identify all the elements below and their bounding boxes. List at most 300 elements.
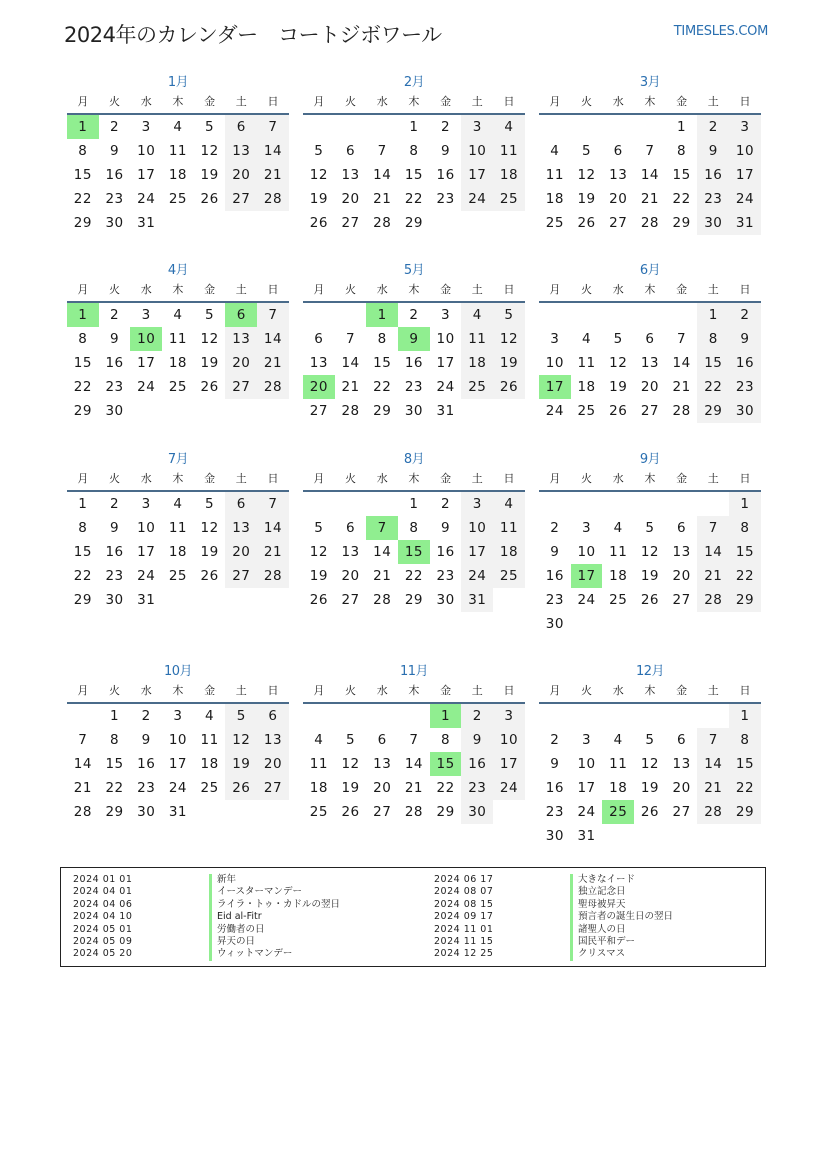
holiday-day-cell: 20 — [303, 375, 335, 399]
weekday-label: 日 — [267, 472, 279, 485]
weekday-label: 水 — [612, 95, 624, 108]
day-cell: 22 — [404, 191, 423, 207]
legend-holiday-name: 預言者の誕生日の翌日 — [570, 911, 673, 923]
day-cell: 22 — [404, 568, 423, 584]
weekday-label: 金 — [676, 684, 688, 697]
weekday-label: 火 — [581, 283, 593, 296]
weekday-label: 月 — [549, 95, 561, 108]
day-cell: 4 — [581, 331, 592, 347]
day-cell: 27 — [309, 403, 328, 419]
month-name: 1月 — [167, 75, 189, 90]
empty-cell — [366, 492, 398, 516]
day-cell: 23 — [545, 804, 564, 820]
day-cell: 1 — [409, 496, 419, 512]
day-cell: 14 — [257, 139, 289, 163]
empty-cell — [602, 115, 634, 139]
day-cell: 24 — [436, 379, 455, 395]
day-cell: 3 — [441, 307, 451, 323]
month-name: 8月 — [403, 452, 425, 467]
empty-cell — [303, 303, 335, 327]
day-cell: 3 — [581, 520, 592, 536]
empty-cell — [571, 492, 603, 516]
day-cell: 26 — [577, 215, 596, 231]
day-cell: 17 — [461, 540, 493, 564]
day-cell: 2 — [141, 708, 151, 724]
day-cell: 15 — [404, 167, 423, 183]
day-cell: 5 — [314, 143, 324, 159]
day-cell: 20 — [225, 540, 257, 564]
day-cell: 17 — [137, 355, 156, 371]
month-block — [303, 73, 525, 235]
day-cell: 9 — [441, 520, 451, 536]
day-cell: 26 — [640, 804, 659, 820]
weekday-header — [67, 281, 289, 303]
empty-cell — [634, 492, 666, 516]
day-cell: 12 — [200, 331, 219, 347]
day-cell: 5 — [205, 119, 215, 135]
holiday-day-cell: 1 — [67, 303, 99, 327]
empty-cell — [697, 492, 729, 516]
day-cell: 24 — [137, 379, 156, 395]
month-block — [303, 261, 525, 423]
weekday-label: 火 — [581, 684, 593, 697]
day-cell: 18 — [493, 540, 525, 564]
day-cell: 25 — [200, 780, 219, 796]
empty-cell — [571, 704, 603, 728]
day-cell: 11 — [309, 756, 328, 772]
day-cell: 22 — [73, 191, 92, 207]
day-cell: 16 — [436, 544, 455, 560]
legend-date: 2024 08 15 — [434, 898, 494, 910]
day-cell: 14 — [373, 544, 392, 560]
weekday-label: 水 — [140, 684, 152, 697]
day-cell: 15 — [729, 540, 761, 564]
day-cell: 27 — [341, 592, 360, 608]
weekday-label: 水 — [376, 684, 388, 697]
legend-holiday-name: ウィットマンデー — [209, 948, 292, 960]
weekday-label: 日 — [503, 684, 515, 697]
day-cell: 16 — [545, 780, 564, 796]
day-cell: 6 — [677, 732, 687, 748]
day-cell: 28 — [672, 403, 691, 419]
day-cell: 3 — [493, 704, 525, 728]
weekday-label: 月 — [313, 472, 325, 485]
day-grid — [303, 704, 525, 824]
day-cell: 10 — [168, 732, 187, 748]
day-cell: 2 — [441, 119, 451, 135]
day-cell: 28 — [697, 588, 729, 612]
day-cell: 20 — [225, 351, 257, 375]
day-cell: 4 — [550, 143, 560, 159]
empty-cell — [634, 303, 666, 327]
weekday-label: 日 — [267, 684, 279, 697]
weekday-label: 日 — [267, 283, 279, 296]
day-cell: 14 — [73, 756, 92, 772]
day-cell: 12 — [493, 327, 525, 351]
weekday-label: 火 — [581, 472, 593, 485]
weekday-header — [539, 93, 761, 115]
day-cell: 5 — [345, 732, 356, 748]
month-block — [303, 450, 525, 612]
weekday-label: 木 — [408, 472, 420, 485]
weekday-label: 土 — [471, 95, 483, 108]
day-cell: 11 — [545, 167, 564, 183]
day-cell: 5 — [205, 496, 215, 512]
day-cell: 12 — [200, 520, 219, 536]
empty-cell — [634, 115, 666, 139]
day-cell: 16 — [436, 167, 455, 183]
day-cell: 20 — [672, 780, 691, 796]
day-cell: 20 — [609, 191, 628, 207]
legend-holiday-name: 国民平和デー — [570, 936, 635, 948]
day-cell: 15 — [373, 355, 392, 371]
day-cell: 17 — [436, 355, 455, 371]
day-cell: 8 — [409, 520, 419, 536]
day-cell: 13 — [609, 167, 628, 183]
empty-cell — [602, 492, 634, 516]
day-cell: 17 — [577, 780, 596, 796]
legend-row — [61, 874, 340, 886]
brand-logo[interactable]: TIMESLES.COM — [673, 24, 768, 39]
day-cell: 18 — [200, 756, 219, 772]
day-cell: 19 — [493, 351, 525, 375]
weekday-label: 月 — [77, 95, 89, 108]
empty-cell — [335, 492, 367, 516]
holiday-legend-column-left — [61, 874, 340, 961]
day-cell: 8 — [677, 143, 687, 159]
legend-holiday-name: 大きなイード — [570, 874, 635, 886]
holiday-day-cell: 10 — [130, 327, 162, 351]
day-cell: 11 — [609, 756, 628, 772]
weekday-label: 木 — [644, 684, 656, 697]
day-cell: 13 — [341, 544, 360, 560]
day-cell: 6 — [225, 115, 257, 139]
day-cell: 30 — [545, 616, 564, 632]
day-cell: 7 — [409, 732, 419, 748]
empty-cell — [539, 704, 571, 728]
weekday-label: 水 — [140, 95, 152, 108]
empty-cell — [602, 704, 634, 728]
weekday-label: 土 — [235, 472, 247, 485]
day-cell: 18 — [168, 544, 187, 560]
month-name: 3月 — [639, 75, 661, 90]
weekday-label: 金 — [440, 283, 452, 296]
day-grid — [303, 492, 525, 612]
day-cell: 9 — [729, 327, 761, 351]
weekday-label: 日 — [503, 95, 515, 108]
day-cell: 23 — [105, 191, 124, 207]
empty-cell — [539, 115, 571, 139]
day-cell: 25 — [545, 215, 564, 231]
day-cell: 6 — [613, 143, 623, 159]
empty-cell — [697, 704, 729, 728]
day-cell: 19 — [609, 379, 628, 395]
month-block — [67, 662, 289, 824]
day-cell: 24 — [168, 780, 187, 796]
legend-row — [61, 948, 340, 960]
day-cell: 5 — [493, 303, 525, 327]
weekday-label: 土 — [707, 472, 719, 485]
legend-row — [422, 874, 673, 886]
day-cell: 30 — [545, 828, 564, 844]
weekday-label: 月 — [77, 283, 89, 296]
day-cell: 2 — [109, 119, 120, 135]
legend-holiday-name: 昇天の日 — [209, 936, 255, 948]
day-cell: 29 — [73, 403, 92, 419]
weekday-header — [539, 682, 761, 704]
day-cell: 3 — [581, 732, 592, 748]
empty-cell — [666, 492, 698, 516]
day-cell: 17 — [137, 544, 156, 560]
day-cell: 8 — [697, 327, 729, 351]
day-cell: 30 — [137, 804, 156, 820]
day-cell: 15 — [73, 355, 92, 371]
month-name: 7月 — [167, 452, 189, 467]
day-grid — [539, 492, 761, 636]
legend-date: 2024 04 01 — [73, 886, 133, 898]
weekday-label: 月 — [549, 283, 561, 296]
weekday-label: 木 — [172, 684, 184, 697]
month-block — [303, 662, 525, 824]
day-cell: 31 — [461, 588, 493, 612]
day-cell: 11 — [493, 139, 525, 163]
weekday-header — [303, 470, 525, 492]
day-cell: 13 — [309, 355, 328, 371]
day-cell: 23 — [404, 379, 423, 395]
day-cell: 11 — [168, 520, 187, 536]
month-block — [539, 662, 761, 848]
month-name: 5月 — [403, 263, 425, 278]
weekday-label: 月 — [77, 472, 89, 485]
day-cell: 5 — [205, 307, 215, 323]
holiday-day-cell: 15 — [430, 752, 462, 776]
day-cell: 2 — [550, 732, 560, 748]
weekday-label: 金 — [440, 684, 452, 697]
weekday-label: 火 — [109, 283, 121, 296]
day-cell: 6 — [257, 704, 289, 728]
month-block — [67, 450, 289, 612]
day-cell: 29 — [697, 399, 729, 423]
weekday-label: 火 — [109, 472, 121, 485]
empty-cell — [539, 303, 571, 327]
day-cell: 21 — [257, 163, 289, 187]
day-cell: 12 — [341, 756, 360, 772]
day-cell: 28 — [404, 804, 423, 820]
weekday-label: 水 — [140, 472, 152, 485]
day-grid — [303, 115, 525, 235]
day-cell: 27 — [640, 403, 659, 419]
day-cell: 8 — [409, 143, 419, 159]
legend-holiday-name: 諸聖人の日 — [570, 924, 626, 936]
day-cell: 7 — [645, 143, 655, 159]
day-cell: 16 — [105, 167, 124, 183]
day-cell: 15 — [73, 544, 92, 560]
day-cell: 8 — [729, 728, 761, 752]
day-cell: 11 — [493, 516, 525, 540]
day-cell: 10 — [461, 516, 493, 540]
weekday-label: 木 — [644, 283, 656, 296]
day-cell: 10 — [137, 520, 156, 536]
day-cell: 18 — [461, 351, 493, 375]
empty-cell — [366, 115, 398, 139]
day-cell: 18 — [545, 191, 564, 207]
day-cell: 12 — [200, 143, 219, 159]
day-cell: 13 — [672, 544, 691, 560]
day-cell: 29 — [105, 804, 124, 820]
day-cell: 23 — [436, 568, 455, 584]
day-cell: 7 — [257, 492, 289, 516]
empty-cell — [366, 704, 398, 728]
day-cell: 22 — [672, 191, 691, 207]
day-cell: 16 — [105, 355, 124, 371]
legend-date: 2024 04 10 — [73, 911, 133, 923]
day-grid — [539, 115, 761, 235]
day-cell: 14 — [257, 327, 289, 351]
weekday-label: 金 — [440, 472, 452, 485]
day-cell: 26 — [225, 776, 257, 800]
day-cell: 9 — [141, 732, 151, 748]
day-cell: 7 — [677, 331, 687, 347]
day-cell: 2 — [550, 520, 560, 536]
day-cell: 30 — [729, 399, 761, 423]
weekday-label: 金 — [676, 283, 688, 296]
legend-holiday-name: 聖母被昇天 — [570, 899, 626, 911]
weekday-label: 日 — [739, 684, 751, 697]
day-cell: 25 — [577, 403, 596, 419]
empty-cell — [539, 492, 571, 516]
day-cell: 18 — [168, 167, 187, 183]
empty-cell — [666, 303, 698, 327]
weekday-label: 月 — [313, 95, 325, 108]
legend-holiday-name: 労働者の日 — [209, 924, 265, 936]
day-cell: 1 — [729, 492, 761, 516]
day-cell: 22 — [373, 379, 392, 395]
day-cell: 5 — [314, 520, 324, 536]
day-cell: 10 — [577, 756, 596, 772]
day-cell: 22 — [105, 780, 124, 796]
month-block — [539, 261, 761, 423]
day-cell: 23 — [697, 187, 729, 211]
day-cell: 19 — [577, 191, 596, 207]
month-name: 11月 — [399, 664, 429, 679]
day-cell: 1 — [409, 119, 419, 135]
day-cell: 8 — [109, 732, 120, 748]
day-cell: 14 — [404, 756, 423, 772]
day-cell: 8 — [377, 331, 387, 347]
day-cell: 17 — [168, 756, 187, 772]
day-cell: 1 — [697, 303, 729, 327]
day-cell: 18 — [493, 163, 525, 187]
day-cell: 7 — [78, 732, 88, 748]
legend-date: 2024 05 20 — [73, 948, 133, 960]
day-cell: 23 — [105, 568, 124, 584]
day-cell: 27 — [373, 804, 392, 820]
day-cell: 29 — [404, 215, 423, 231]
month-block — [539, 73, 761, 235]
legend-holiday-name: クリスマス — [570, 948, 625, 960]
day-cell: 1 — [677, 119, 687, 135]
day-cell: 4 — [493, 492, 525, 516]
weekday-label: 木 — [408, 684, 420, 697]
weekday-label: 日 — [739, 472, 751, 485]
day-cell: 9 — [109, 143, 120, 159]
day-cell: 15 — [105, 756, 124, 772]
legend-date: 2024 01 01 — [73, 874, 133, 885]
day-cell: 13 — [672, 756, 691, 772]
day-grid — [303, 303, 525, 423]
day-cell: 22 — [729, 776, 761, 800]
day-cell: 2 — [409, 307, 419, 323]
day-cell: 3 — [461, 492, 493, 516]
weekday-label: 土 — [235, 283, 247, 296]
weekday-label: 火 — [109, 684, 121, 697]
day-cell: 21 — [257, 540, 289, 564]
day-cell: 12 — [309, 167, 328, 183]
weekday-label: 火 — [345, 283, 357, 296]
day-cell: 30 — [697, 211, 729, 235]
day-cell: 10 — [577, 544, 596, 560]
month-name: 2月 — [403, 75, 425, 90]
weekday-label: 水 — [376, 283, 388, 296]
day-cell: 11 — [168, 331, 187, 347]
empty-cell — [571, 303, 603, 327]
day-cell: 28 — [257, 375, 289, 399]
weekday-header — [67, 682, 289, 704]
day-cell: 29 — [729, 588, 761, 612]
day-cell: 27 — [609, 215, 628, 231]
day-cell: 21 — [373, 568, 392, 584]
weekday-header — [67, 470, 289, 492]
weekday-label: 木 — [172, 95, 184, 108]
day-cell: 28 — [640, 215, 659, 231]
legend-holiday-name: 新年 — [209, 874, 236, 886]
legend-date: 2024 09 17 — [434, 911, 494, 923]
day-cell: 3 — [461, 115, 493, 139]
day-cell: 4 — [173, 119, 183, 135]
day-cell: 15 — [697, 351, 729, 375]
day-cell: 15 — [672, 167, 691, 183]
day-cell: 21 — [697, 776, 729, 800]
day-cell: 29 — [729, 800, 761, 824]
day-cell: 3 — [141, 496, 151, 512]
day-cell: 25 — [493, 187, 525, 211]
weekday-label: 火 — [109, 95, 121, 108]
day-cell: 31 — [577, 828, 596, 844]
day-cell: 13 — [225, 327, 257, 351]
day-cell: 15 — [73, 167, 92, 183]
day-cell: 26 — [200, 379, 219, 395]
day-cell: 14 — [697, 540, 729, 564]
legend-row — [61, 899, 340, 911]
day-cell: 31 — [137, 215, 156, 231]
day-grid — [67, 704, 289, 824]
day-cell: 9 — [550, 756, 560, 772]
day-grid — [539, 704, 761, 848]
day-cell: 16 — [729, 351, 761, 375]
day-cell: 9 — [109, 331, 120, 347]
day-cell: 22 — [73, 568, 92, 584]
day-cell: 30 — [105, 592, 124, 608]
day-cell: 24 — [137, 191, 156, 207]
day-cell: 9 — [461, 728, 493, 752]
day-cell: 23 — [137, 780, 156, 796]
holiday-day-cell: 15 — [398, 540, 430, 564]
day-cell: 12 — [225, 728, 257, 752]
day-cell: 8 — [78, 331, 88, 347]
holiday-day-cell: 25 — [602, 800, 634, 824]
day-cell: 21 — [257, 351, 289, 375]
day-cell: 19 — [341, 780, 360, 796]
